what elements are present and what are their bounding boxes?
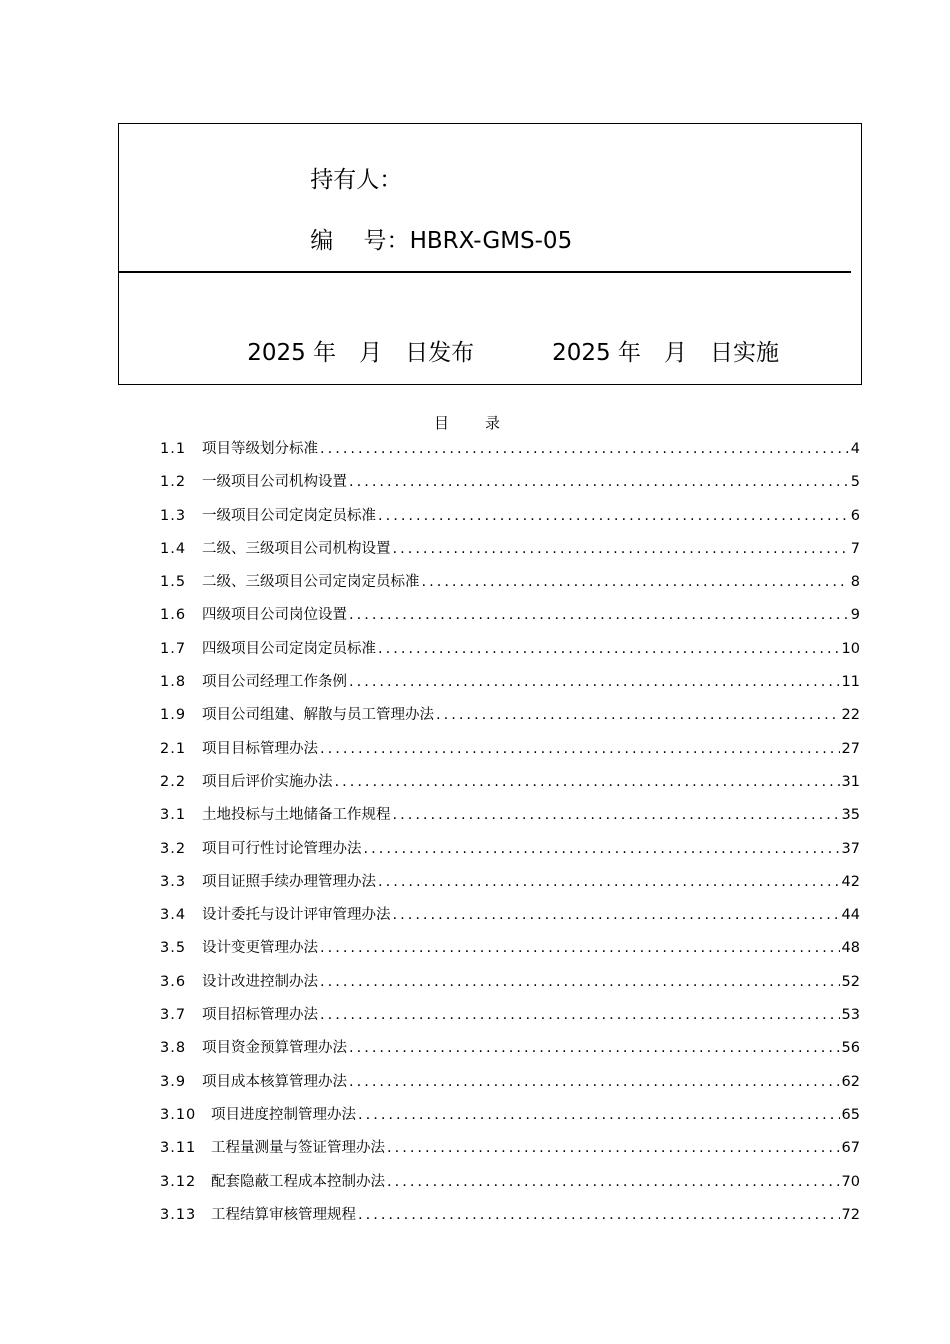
toc-entry-page: 5 xyxy=(850,474,860,491)
toc-entry-number: 1.9 xyxy=(160,707,187,724)
effective-date: 2025 年 月 日实施 xyxy=(552,340,779,366)
toc-entry[interactable] xyxy=(160,571,860,604)
toc-entry-number: 3.11 xyxy=(160,1140,197,1157)
toc-entry-number: 1.7 xyxy=(160,640,187,657)
toc-entry-page: 7 xyxy=(850,540,860,557)
toc-dot-leader xyxy=(335,771,840,793)
toc-entry-title: 四级项目公司定岗定员标准 xyxy=(202,640,376,657)
toc-entry-number: 3.12 xyxy=(160,1173,197,1190)
toc-entry-number: 2.2 xyxy=(160,773,187,790)
toc-entry-number: 1.4 xyxy=(160,540,187,557)
toc-entry-number: 3.2 xyxy=(160,840,187,857)
toc-entry-number: 3.4 xyxy=(160,907,187,924)
table-of-contents xyxy=(160,438,860,1237)
toc-entry-page: 56 xyxy=(841,1040,860,1057)
toc-entry-title: 设计改进控制办法 xyxy=(202,973,318,990)
toc-entry[interactable] xyxy=(160,1037,860,1070)
document-number-value: HBRX-GMS-05 xyxy=(409,228,573,254)
toc-entry-page: 52 xyxy=(841,973,860,990)
toc-entry-title: 项目公司组建、解散与员工管理办法 xyxy=(202,707,434,724)
toc-entry[interactable] xyxy=(160,904,860,937)
toc-entry-page: 27 xyxy=(841,740,860,757)
toc-entry-title: 项目目标管理办法 xyxy=(202,740,318,757)
toc-dot-leader xyxy=(393,804,840,826)
toc-entry-page: 70 xyxy=(841,1173,860,1190)
document-header-box xyxy=(118,123,862,385)
toc-entry-number: 3.3 xyxy=(160,873,187,890)
toc-entry-page: 67 xyxy=(841,1140,860,1157)
toc-entry[interactable] xyxy=(160,438,860,471)
toc-dot-leader xyxy=(320,438,849,460)
toc-entry-page: 72 xyxy=(841,1206,860,1223)
toc-entry-page: 4 xyxy=(850,441,860,457)
toc-entry-number: 1.5 xyxy=(160,574,187,591)
toc-dot-leader xyxy=(349,1071,840,1093)
toc-entry-title: 项目进度控制管理办法 xyxy=(211,1106,356,1123)
header-divider xyxy=(119,271,851,273)
dates-row xyxy=(218,311,779,395)
toc-dot-leader xyxy=(349,671,840,693)
toc-entry-title: 一级项目公司机构设置 xyxy=(202,474,347,491)
toc-entry[interactable] xyxy=(160,604,860,637)
toc-entry[interactable] xyxy=(160,1104,860,1137)
toc-entry-page: 22 xyxy=(841,707,860,724)
toc-entry[interactable] xyxy=(160,937,860,970)
toc-entry[interactable] xyxy=(160,638,860,671)
toc-entry-number: 3.9 xyxy=(160,1073,187,1090)
toc-dot-leader xyxy=(378,505,849,527)
toc-entry-number: 3.6 xyxy=(160,973,187,990)
toc-dot-leader xyxy=(320,1004,840,1026)
toc-entry[interactable] xyxy=(160,771,860,804)
toc-entry-title: 项目招标管理办法 xyxy=(202,1007,318,1024)
toc-dot-leader xyxy=(320,971,840,993)
toc-entry-page: 65 xyxy=(841,1106,860,1123)
toc-entry-number: 3.1 xyxy=(160,807,187,824)
toc-dot-leader xyxy=(349,471,849,493)
toc-dot-leader xyxy=(387,1137,840,1159)
toc-entry-page: 35 xyxy=(841,807,860,824)
toc-entry-number: 2.1 xyxy=(160,740,187,757)
toc-dot-leader xyxy=(320,937,840,959)
toc-dot-leader xyxy=(358,1104,840,1126)
toc-entry-number: 1.1 xyxy=(160,441,187,457)
toc-entry[interactable] xyxy=(160,538,860,571)
toc-entry-number: 1.3 xyxy=(160,507,187,524)
toc-entry-title: 项目资金预算管理办法 xyxy=(202,1040,347,1057)
toc-entry[interactable] xyxy=(160,1204,860,1237)
toc-dot-leader xyxy=(393,904,840,926)
toc-entry-page: 11 xyxy=(841,674,860,691)
toc-entry-page: 62 xyxy=(841,1073,860,1090)
toc-entry-page: 6 xyxy=(850,507,860,524)
toc-entry-number: 1.8 xyxy=(160,674,187,691)
toc-entry-number: 3.10 xyxy=(160,1106,197,1123)
toc-dot-leader xyxy=(378,638,840,660)
document-number-label: 编 号： xyxy=(310,228,410,254)
toc-dot-leader xyxy=(393,538,849,560)
toc-entry-page: 37 xyxy=(841,840,860,857)
publish-date: 2025 年 月 日发布 xyxy=(247,340,475,366)
toc-entry[interactable] xyxy=(160,704,860,737)
toc-entry-page: 53 xyxy=(841,1007,860,1024)
toc-entry-number: 3.13 xyxy=(160,1206,197,1223)
toc-entry[interactable] xyxy=(160,1071,860,1104)
toc-entry-page: 42 xyxy=(841,873,860,890)
toc-entry[interactable] xyxy=(160,1137,860,1170)
toc-entry-title: 项目成本核算管理办法 xyxy=(202,1073,347,1090)
toc-entry-title: 工程量测量与签证管理办法 xyxy=(211,1140,385,1157)
toc-entry-number: 3.5 xyxy=(160,940,187,957)
toc-dot-leader xyxy=(378,871,840,893)
toc-entry-title: 项目证照手续办理管理办法 xyxy=(202,873,376,890)
toc-entry-title: 一级项目公司定岗定员标准 xyxy=(202,507,376,524)
toc-entry-title: 工程结算审核管理规程 xyxy=(211,1206,356,1223)
toc-dot-leader xyxy=(320,738,840,760)
toc-entry-page: 8 xyxy=(850,574,860,591)
toc-entry[interactable] xyxy=(160,671,860,704)
toc-entry-title: 项目公司经理工作条例 xyxy=(202,674,347,691)
toc-entry[interactable] xyxy=(160,1171,860,1204)
toc-entry-page: 10 xyxy=(841,640,860,657)
toc-entry-title: 设计委托与设计评审管理办法 xyxy=(202,907,391,924)
toc-entry[interactable] xyxy=(160,871,860,904)
toc-entry[interactable] xyxy=(160,505,860,538)
toc-entry-title: 项目后评价实施办法 xyxy=(202,773,333,790)
toc-entry-number: 1.2 xyxy=(160,474,187,491)
toc-entry[interactable] xyxy=(160,471,860,504)
toc-entry-title: 项目可行性讨论管理办法 xyxy=(202,840,362,857)
toc-dot-leader xyxy=(436,704,840,726)
toc-dot-leader xyxy=(422,571,849,593)
toc-entry-title: 二级、三级项目公司定岗定员标准 xyxy=(202,574,420,591)
toc-dot-leader xyxy=(349,1037,840,1059)
toc-entry[interactable] xyxy=(160,1004,860,1037)
toc-entry-number: 3.7 xyxy=(160,1007,187,1024)
toc-entry-title: 设计变更管理办法 xyxy=(202,940,318,957)
toc-entry-page: 9 xyxy=(850,607,860,624)
toc-entry-number: 3.8 xyxy=(160,1040,187,1057)
toc-dot-leader xyxy=(349,604,849,626)
toc-entry[interactable] xyxy=(160,738,860,771)
toc-entry-title: 土地投标与土地储备工作规程 xyxy=(202,807,391,824)
toc-dot-leader xyxy=(387,1171,840,1193)
toc-dot-leader xyxy=(364,838,840,860)
toc-entry-page: 44 xyxy=(841,907,860,924)
toc-entry-title: 四级项目公司岗位设置 xyxy=(202,607,347,624)
toc-entry-title: 配套隐蔽工程成本控制办法 xyxy=(211,1173,385,1190)
toc-entry-title: 项目等级划分标准 xyxy=(202,441,318,457)
toc-entry[interactable] xyxy=(160,838,860,871)
toc-title: 目录 xyxy=(433,414,536,432)
toc-entry-number: 1.6 xyxy=(160,607,187,624)
toc-entry[interactable] xyxy=(160,804,860,837)
toc-entry-page: 48 xyxy=(841,940,860,957)
toc-entry-page: 31 xyxy=(841,773,860,790)
toc-dot-leader xyxy=(358,1204,840,1226)
toc-entry[interactable] xyxy=(160,971,860,1004)
toc-entry-title: 二级、三级项目公司机构设置 xyxy=(202,540,391,557)
holder-label: 持有人： xyxy=(310,167,403,193)
